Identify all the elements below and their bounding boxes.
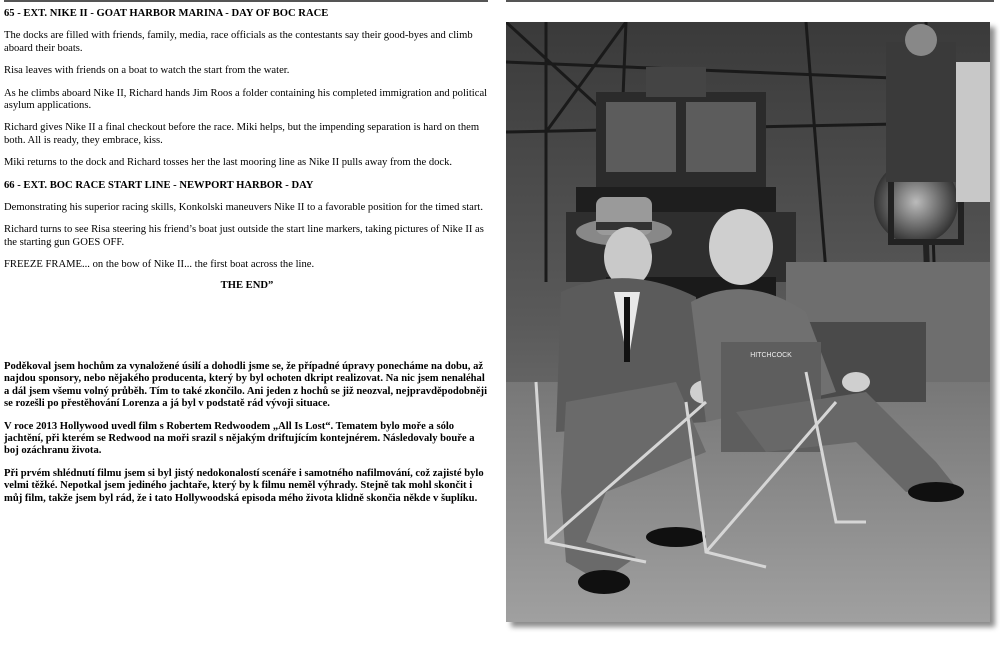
czech-paragraph: V roce 2013 Hollywood uvedl film s Robertem Redwoodem „All Is Lost“. Tematem bylo moře a sólo jachtění, při kterém se Redwood na moři srazil s nějakým driftujícím kontejnérem. Následovaly bouře a boj ozáchranu života. bbox=[4, 420, 475, 457]
czech-commentary bbox=[4, 361, 490, 515]
screenplay-paragraph: FREEZE FRAME... on the bow of Nike II... the first boat across the line. bbox=[4, 259, 315, 271]
screenplay-paragraph: Risa leaves with friends on a boat to watch the start from the water. bbox=[4, 65, 290, 77]
screenplay-paragraph: Demonstrating his superior racing skills, Konkolski maneuvers Nike II to a favorable position for the timed start. bbox=[4, 202, 483, 214]
top-rule-left bbox=[4, 0, 488, 2]
screenplay-paragraph: The docks are filled with friends, family, media, race officials as the contestants say their good-byes and climb aboard their boats. bbox=[4, 30, 473, 54]
screenplay-paragraph: Richard turns to see Risa steering his friend’s boat just outside the start line markers, taking pictures of Nike II as the starting gun GOES OFF. bbox=[4, 224, 484, 248]
chair-label: HITCHCOCK bbox=[750, 352, 792, 359]
screenplay-excerpt bbox=[4, 8, 490, 302]
screenplay-paragraph: Richard gives Nike II a final checkout before the race. Miki helps, but the impending separation is hard on them both. All is ready, they embrace, kiss. bbox=[4, 122, 480, 146]
film-set-photo bbox=[506, 22, 990, 622]
screenplay-paragraph: As he climbs aboard Nike II, Richard hands Jim Roos a folder containing his completed immigration and political asylum applications. bbox=[4, 87, 488, 112]
screenplay-paragraph: Miki returns to the dock and Richard tosses her the last mooring line as Nike II pulls away from the dock. bbox=[4, 157, 453, 169]
scene-heading-65: 65 - EXT. NIKE II - GOAT HARBOR MARINA - DAY OF BOC RACE bbox=[4, 8, 329, 19]
scene-heading-66: 66 - EXT. BOC RACE START LINE - NEWPORT HARBOR - DAY bbox=[4, 179, 314, 191]
the-end-heading: THE END” bbox=[220, 279, 274, 291]
top-rule-right bbox=[506, 0, 994, 2]
czech-paragraph: Při prvém shlédnutí filmu jsem si byl jistý nedokonalostí scenáře i samotného nafilmování, což zajisté bylo velmi těžké. Nepotkal jsem jediného jachtaře, který by k filmu neměl výhrady. Stejně tak mohl skončit i můj film, takže jsem byl rád, že i tato Hollywoodská episoda mého života klidně skončia někde v šuplíku. bbox=[4, 467, 484, 504]
czech-paragraph: Poděkoval jsem hochům za vynaložené úsilí a dohodli jsme se, že případné úpravy ponecháme na dobu, až najdou sponsory, nebo nějakého producenta, který by byl ochoten dkript realizovat. Na nic jsem nenaléhal a dál jsem všemu volný průběh. Tím to také zkončilo. Ani jeden z hochů se již neozval, nejpravděpodobněji se rozešli po přestěhování Lorenza a já byl v podstatě rád vývoji situace. bbox=[4, 361, 488, 410]
